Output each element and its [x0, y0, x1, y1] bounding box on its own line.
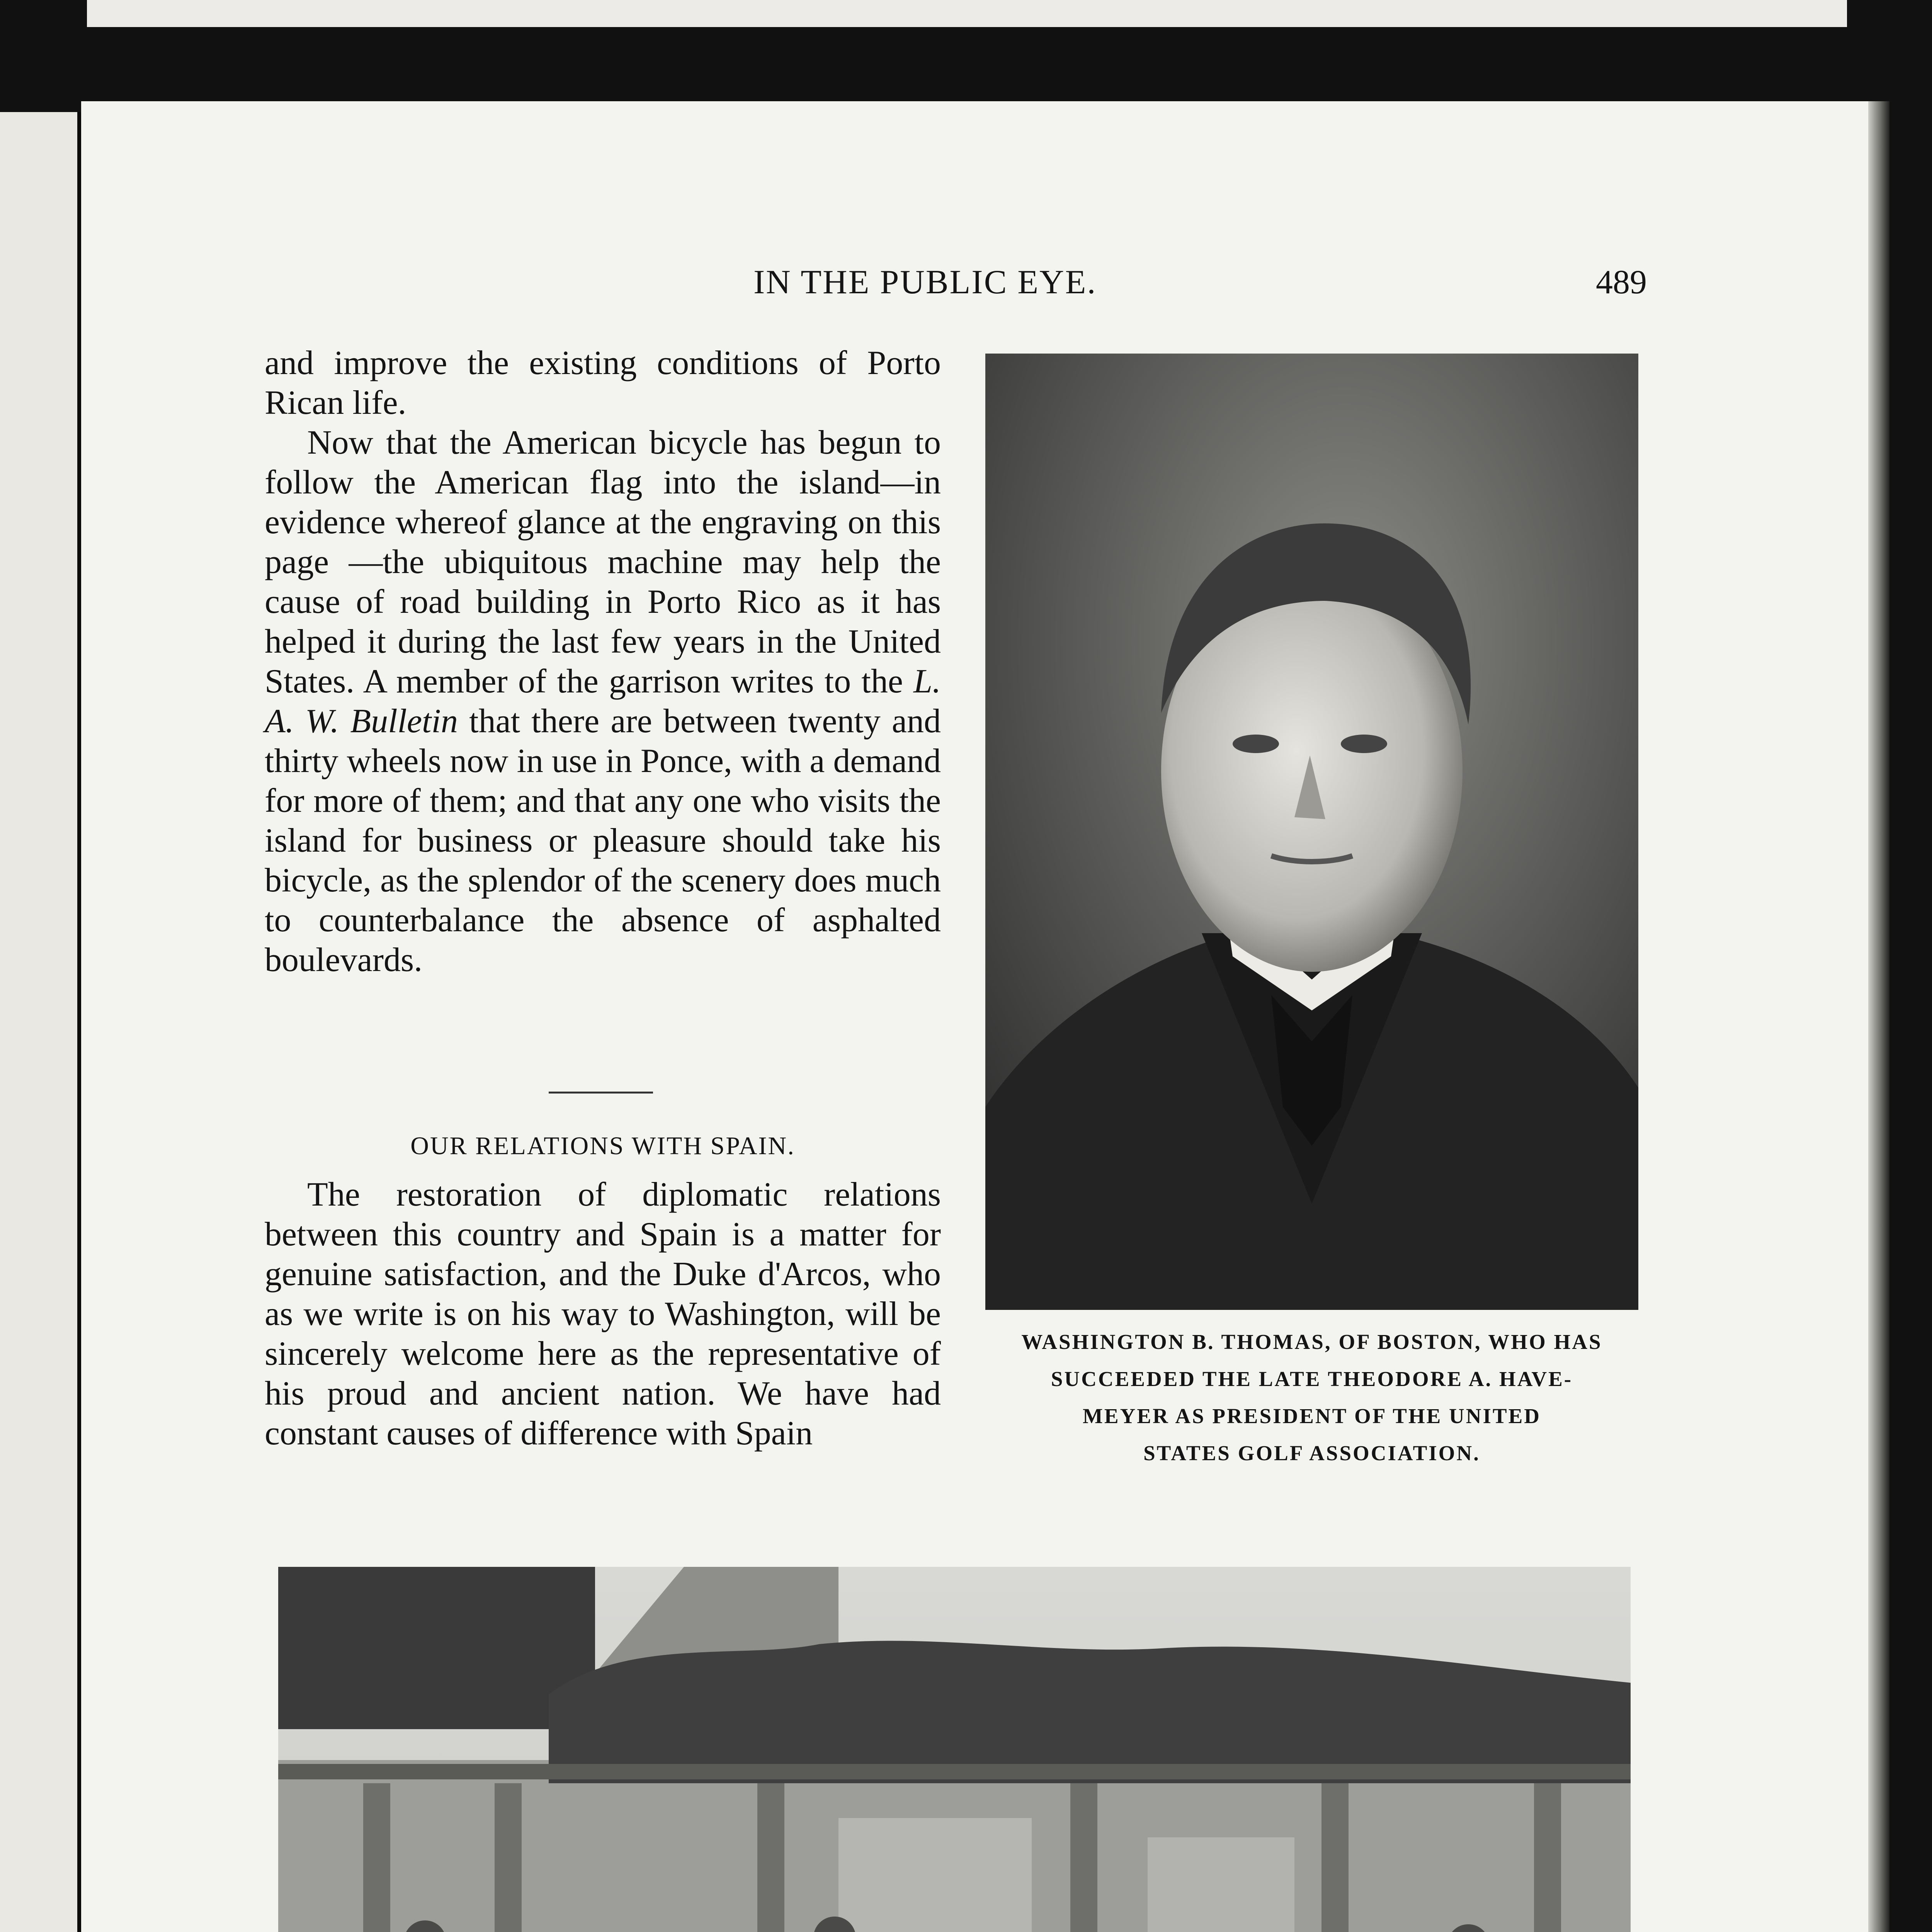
column-text-upper	[265, 343, 941, 980]
running-head: IN THE PUBLIC EYE.	[753, 264, 1097, 301]
section-heading: OUR RELATIONS WITH SPAIN.	[410, 1132, 795, 1160]
facing-page-edge	[0, 112, 83, 1932]
page-number: 489	[1596, 264, 1647, 301]
paragraph-3: The restoration of diplomatic relations between this country and Spain is a matter for genuine satisfaction, and the Duke d'Arcos, who as we write is on his way to Washington, will be sincerely welcome here as the representative of his proud and ancient nation. We have had constant causes of difference with Spain	[265, 1176, 941, 1452]
portrait-illustration	[985, 354, 1638, 1310]
group-photo	[278, 1567, 1631, 1932]
column-text-lower	[265, 1175, 941, 1453]
portrait-caption	[947, 1323, 1677, 1472]
bicycle-club-illustration	[278, 1567, 1631, 1932]
bulletin-title: L. A. W. Bulletin	[265, 663, 941, 740]
section-divider	[549, 1092, 653, 1094]
paragraph-1: and improve the existing conditions of Porto Rican life.	[265, 344, 941, 422]
portrait-photo	[985, 354, 1638, 1310]
page-spine-shadow	[1868, 101, 1889, 1932]
paragraph-2-text-a: Now that the American bicycle has begun to follow the American flag into the island—in evidence whereof glance at the engraving on this page —the ubiquitous machine may help the cause of road building in Porto Rico as it has helped it during the last few years in the United States. A member of the garrison writes to the	[265, 424, 941, 700]
portrait-caption-line-4: STATES GOLF ASSOCIATION.	[1143, 1441, 1480, 1465]
portrait-caption-line-3: MEYER AS PRESIDENT OF THE UNITED	[1083, 1404, 1541, 1428]
paragraph-2-text-b: that there are between twenty and thirty wheels now in use in Ponce, with a demand for more of them; and that any one who visits the island for business or pleasure should take his bicycle, as the splendor of the scenery does much to counterbalance the absence of asphalted boulevards.	[265, 702, 941, 979]
top-page-edge	[87, 0, 1847, 27]
portrait-caption-line-1: WASHINGTON B. THOMAS, OF BOSTON, WHO HAS	[1021, 1330, 1602, 1354]
paragraph-2	[265, 423, 941, 980]
portrait-caption-line-2: SUCCEEDED THE LATE THEODORE A. HAVE-	[1051, 1367, 1573, 1391]
